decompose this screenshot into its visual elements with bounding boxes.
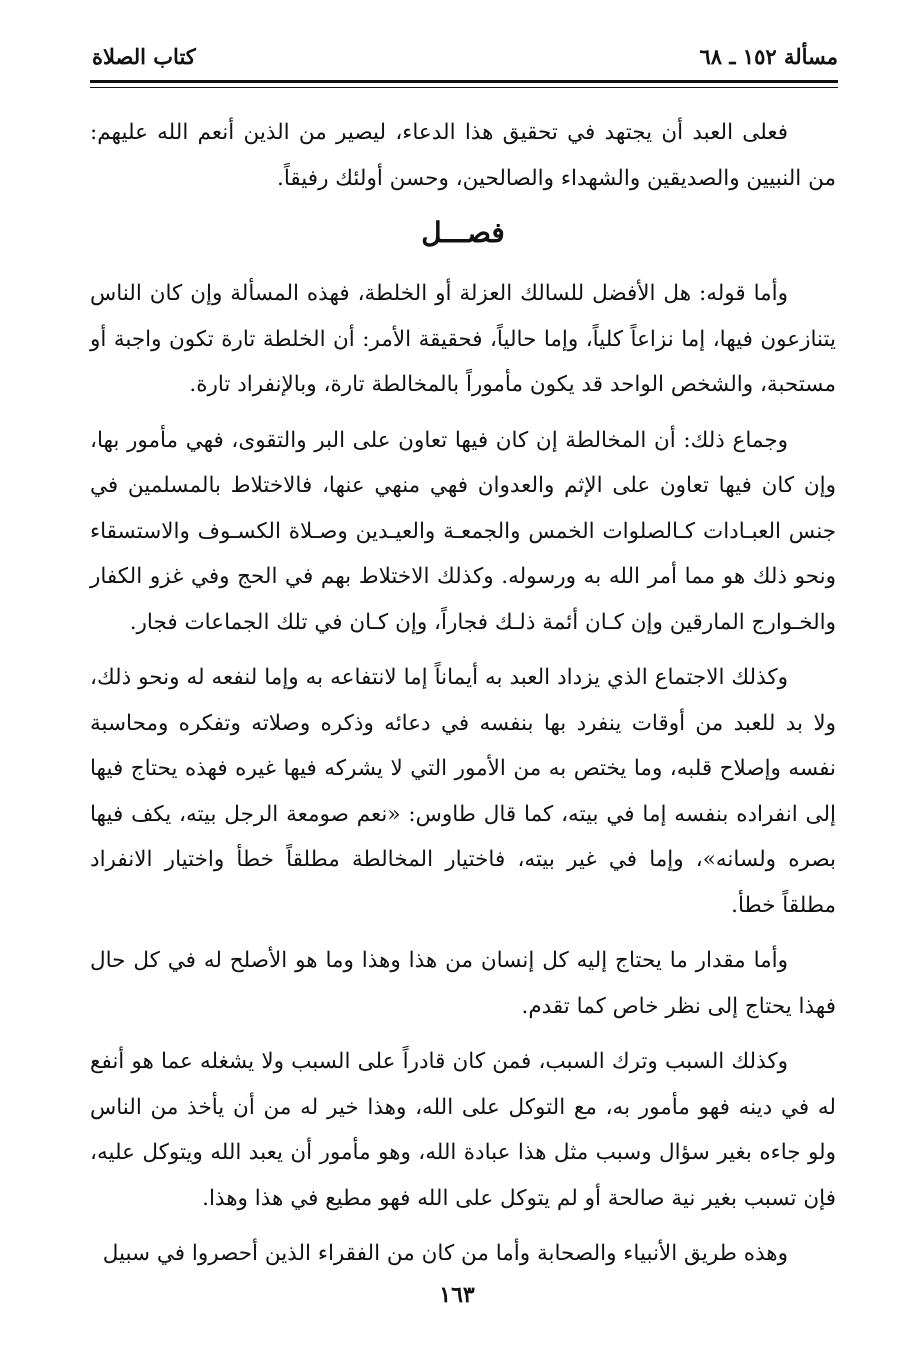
paragraph-2: وجماع ذلك: أن المخالطة إن كان فيها تعاون على البر والتقوى، فهي مأمور بها، وإن كان فيها تعاون على الإثم والعدوان فهي منهي عنها، فالاختلاط بالمسلمين في جنس العبـادات كـالصلوات الخمس والجمعـة والعيـدين وصـلاة الكسـوف والاستسقاء ونحو ذلك هو مما أمر الله به ورسوله. وكذلك الاختلاط بهم في الحج وفي غزو الكفار والخـوارج المارقين وإن كـان أئمة ذلـك فجاراً، وإن كـان في تلك الجماعات فجار. <box>90 427 836 635</box>
page-header <box>92 36 838 76</box>
header-divider-thin <box>90 87 838 88</box>
page-body <box>90 110 836 1287</box>
paragraph-intro: فعلى العبد أن يجتهد في تحقيق هذا الدعاء، ليصير من الذين أنعم الله عليهم: من النبيين والصديقين والشهداء والصالحين، وحسن أولئك رفيقاً. <box>90 120 836 191</box>
book-title-header: كتاب الصلاة <box>92 43 196 69</box>
paragraph-6: وهذه طريق الأنبياء والصحابة وأما من كان من الفقراء الذين أحصروا في سبيل <box>102 1241 788 1266</box>
section-heading: فصـــل <box>421 216 505 249</box>
page-number: ١٦٣ <box>439 1282 475 1308</box>
paragraph-1: وأما قوله: هل الأفضل للسالك العزلة أو الخلطة، فهذه المسألة وإن كان الناس يتنازعون فيها، إما نزاعاً كلياً، وإما حالياً، فحقيقة الأمر: أن الخلطة تارة تكون واجبة أو مستحبة، والشخص الواحد قد يكون مأموراً بالمخالطة تارة، وبالإنفراد تارة. <box>90 281 836 397</box>
paragraph-5: وكذلك السبب وترك السبب، فمن كان قادراً على السبب ولا يشغله عما هو أنفع له في دينه فهو مأمور به، مع التوكل على الله، وهذا خير له من أن يأخذ من الناس ولو جاءه بغير سؤال وسبب مثل هذا عبادة الله، وهو مأمور أن يعبد الله ويتوكل عليه، فإن تسبب بغير نية صالحة أو لم يتوكل على الله فهو مطيع في هذا وهذا. <box>90 1049 836 1211</box>
paragraph-3: وكذلك الاجتماع الذي يزداد العبد به أيماناً إما لانتفاعه به وإما لنفعه له ونحو ذلك، ولا بد للعبد من أوقات ينفرد بها بنفسه في دعائه وذكره وصلاته وتفكره ومحاسبة نفسه وإصلاح قلبه، وما يختص به من الأمور التي لا يشركه فيها غيره فهذه يحتاج فيها إلى انفراده بنفسه إما في بيته، كما قال طاوس: «نعم صومعة الرجل بيته، يكف فيها بصره ولسانه»، وإما في غير بيته، فاختيار المخالطة مطلقاً خطأ واختيار الانفراد مطلقاً خطأ. <box>90 665 836 918</box>
issue-number-header: مسألة ١٥٢ ـ ٦٨ <box>699 43 838 69</box>
header-divider-thick <box>90 80 838 83</box>
paragraph-4: وأما مقدار ما يحتاج إليه كل إنسان من هذا وهذا وما هو الأصلح له في كل حال فهذا يحتاج إلى نظر خاص كما تقدم. <box>90 948 836 1019</box>
